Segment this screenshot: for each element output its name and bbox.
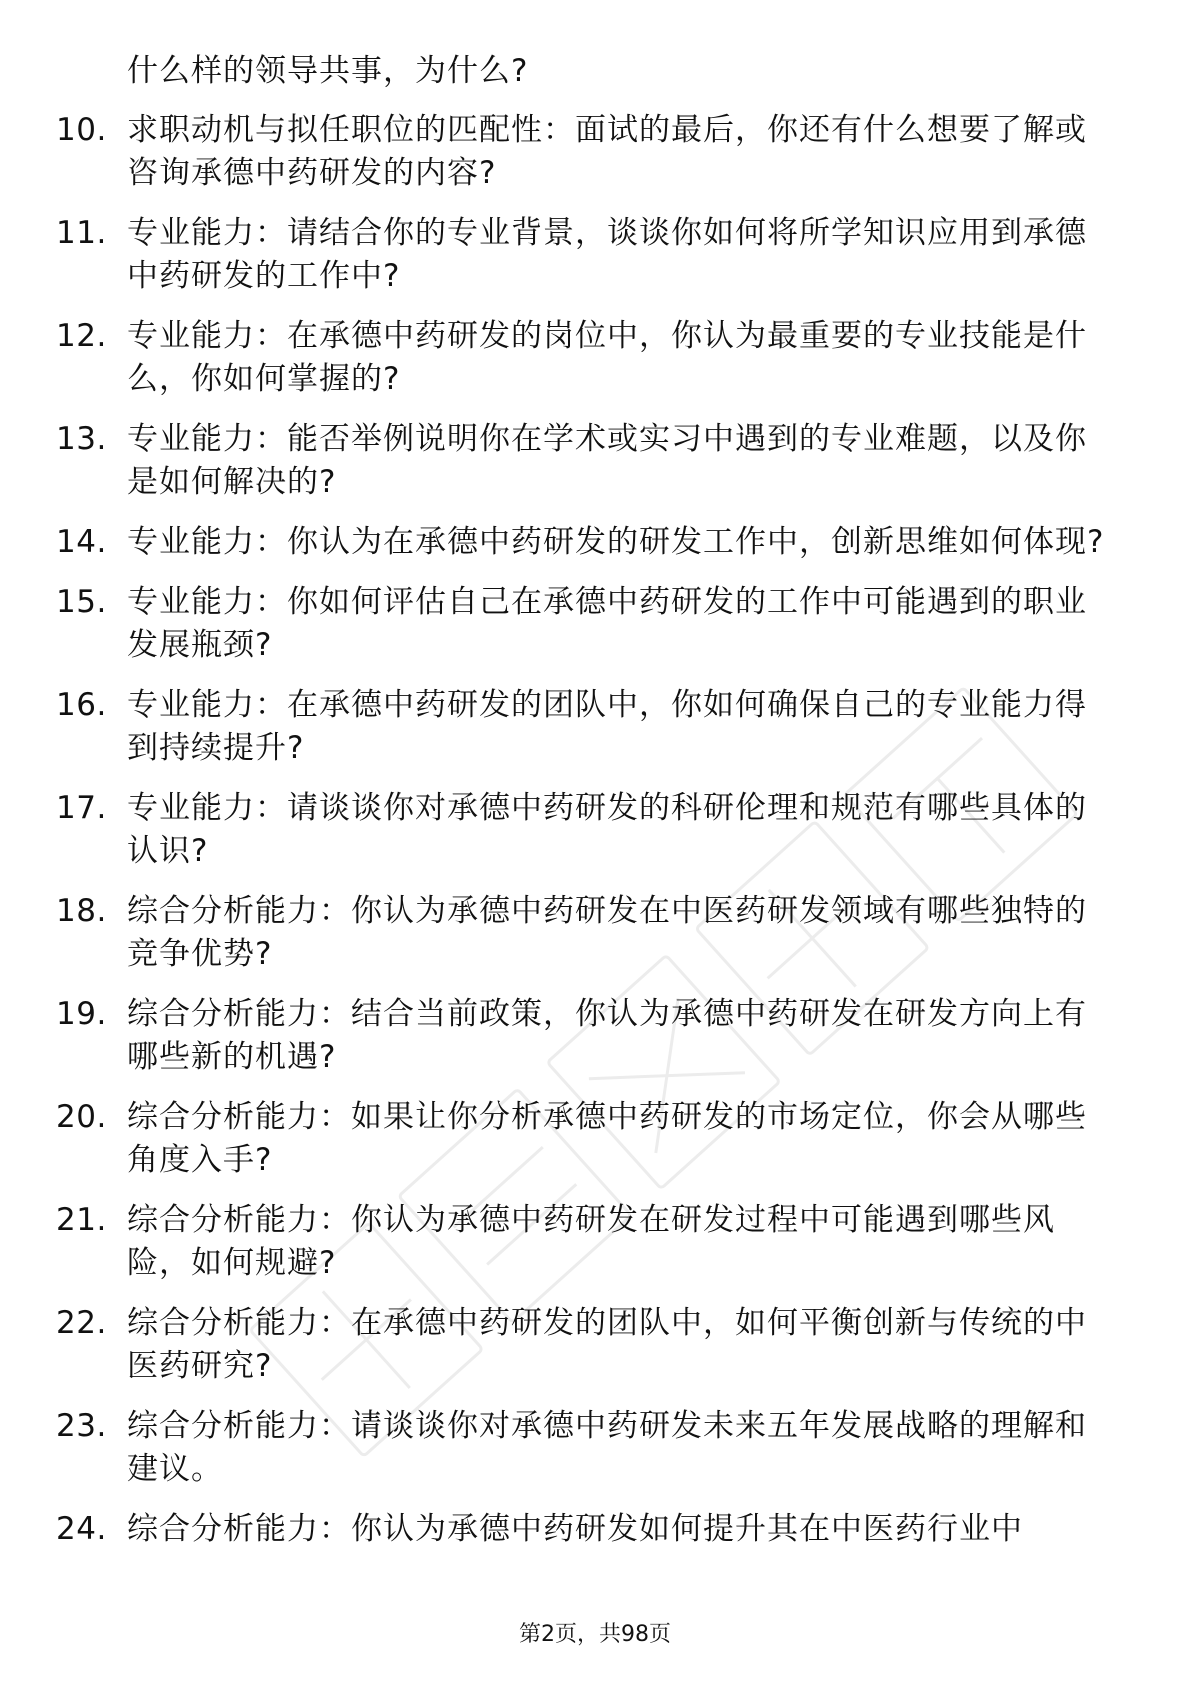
list-item — [56, 1199, 1116, 1285]
list-item — [56, 1096, 1116, 1182]
question-text: 综合分析能力：你认为承德中药研发在中医药研发领域有哪些独特的竞争优势? — [127, 893, 1087, 972]
question-number: 21. — [56, 1202, 107, 1238]
question-number: 14. — [56, 524, 107, 560]
list-item — [56, 890, 1116, 976]
question-text: 专业能力：在承德中药研发的岗位中，你认为最重要的专业技能是什么，你如何掌握的? — [127, 318, 1087, 397]
question-list — [56, 109, 1116, 1568]
question-text: 综合分析能力：请谈谈你对承德中药研发未来五年发展战略的理解和建议。 — [127, 1408, 1087, 1487]
question-number: 12. — [56, 318, 107, 354]
question-number: 18. — [56, 893, 107, 929]
question-text: 求职动机与拟任职位的匹配性：面试的最后，你还有什么想要了解或咨询承德中药研发的内容? — [127, 112, 1087, 191]
list-item — [56, 1508, 1116, 1551]
list-item — [56, 521, 1116, 564]
continuation-text: 什么样的领导共事，为什么? — [127, 53, 529, 89]
question-text: 专业能力：能否举例说明你在学术或实习中遇到的专业难题，以及你是如何解决的? — [127, 421, 1087, 500]
question-text: 综合分析能力：结合当前政策，你认为承德中药研发在研发方向上有哪些新的机遇? — [127, 996, 1087, 1075]
question-number: 22. — [56, 1305, 107, 1341]
question-number: 10. — [56, 112, 107, 148]
question-text: 专业能力：请结合你的专业背景，谈谈你如何将所学知识应用到承德中药研发的工作中? — [127, 215, 1087, 294]
list-item — [56, 581, 1116, 667]
list-item — [56, 684, 1116, 770]
list-item — [56, 315, 1116, 401]
list-item — [56, 1405, 1116, 1491]
page-number-footer: 第2页，共98页 — [519, 1622, 671, 1647]
list-item — [56, 109, 1116, 195]
question-text: 综合分析能力：你认为承德中药研发在研发过程中可能遇到哪些风险，如何规避? — [127, 1202, 1055, 1281]
question-number: 23. — [56, 1408, 107, 1444]
question-number: 16. — [56, 687, 107, 723]
question-number: 17. — [56, 790, 107, 826]
question-text: 综合分析能力：如果让你分析承德中药研发的市场定位，你会从哪些角度入手? — [127, 1099, 1087, 1178]
question-number: 13. — [56, 421, 107, 457]
question-number: 20. — [56, 1099, 107, 1135]
question-text: 综合分析能力：在承德中药研发的团队中，如何平衡创新与传统的中医药研究? — [127, 1305, 1087, 1384]
list-item — [56, 1302, 1116, 1388]
question-text: 专业能力：你认为在承德中药研发的研发工作中，创新思维如何体现? — [127, 524, 1105, 560]
list-item — [56, 418, 1116, 504]
list-item — [56, 212, 1116, 298]
question-number: 11. — [56, 215, 107, 251]
question-number: 24. — [56, 1511, 107, 1547]
list-item — [56, 787, 1116, 873]
question-text: 专业能力：请谈谈你对承德中药研发的科研伦理和规范有哪些具体的认识? — [127, 790, 1087, 869]
question-text: 综合分析能力：你认为承德中药研发如何提升其在中医药行业中 — [127, 1511, 1023, 1547]
question-number: 19. — [56, 996, 107, 1032]
question-text: 专业能力：你如何评估自己在承德中药研发的工作中可能遇到的职业发展瓶颈? — [127, 584, 1087, 663]
list-item — [56, 993, 1116, 1079]
question-number: 15. — [56, 584, 107, 620]
question-text: 专业能力：在承德中药研发的团队中，你如何确保自己的专业能力得到持续提升? — [127, 687, 1087, 766]
